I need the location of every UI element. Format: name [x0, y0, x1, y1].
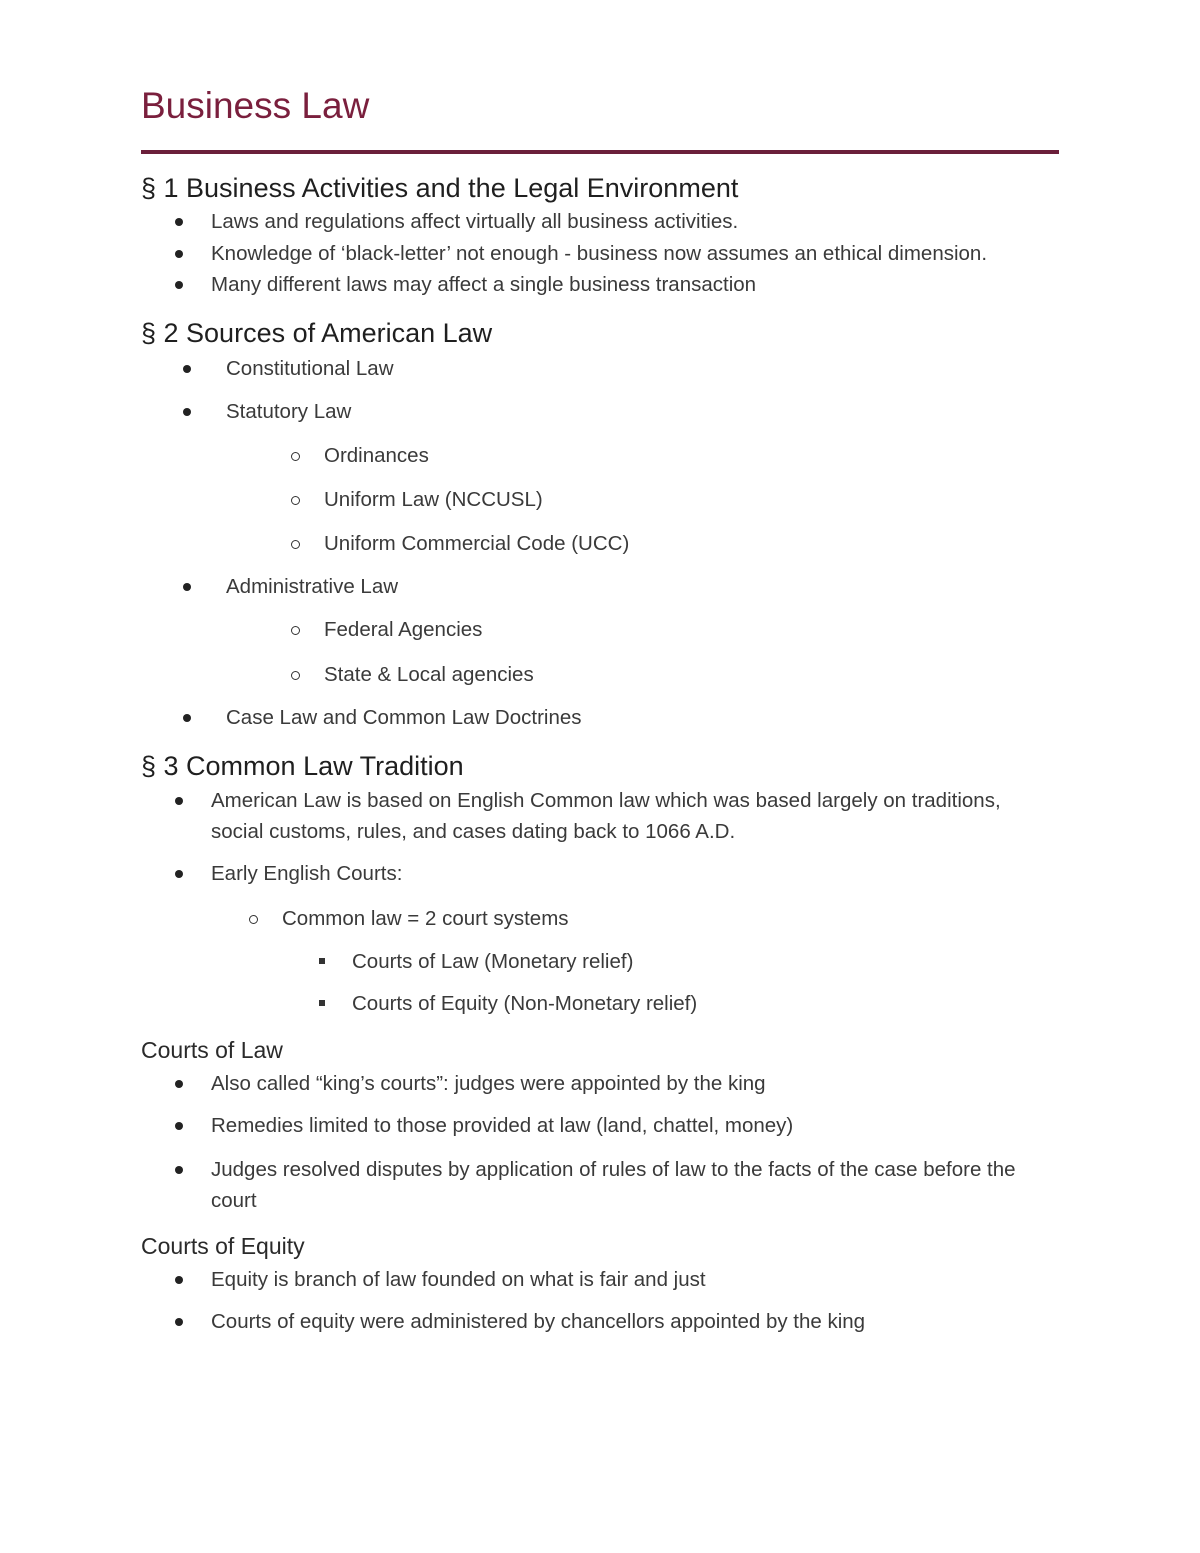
- bullet-disc-icon: [175, 1318, 183, 1326]
- bullet-disc-icon: [183, 408, 191, 416]
- list-item: Courts of equity were administered by chancellors appointed by the king: [211, 1310, 866, 1333]
- section-3-heading: § 3 Common Law Tradition: [141, 751, 464, 781]
- list-item: Courts of Equity (Non-Monetary relief): [352, 992, 698, 1015]
- bullet-disc-icon: [175, 1122, 183, 1130]
- list-item: Knowledge of ‘black-letter’ not enough - business now assumes an ethical dimension.: [211, 242, 988, 265]
- list-item: Statutory Law: [226, 400, 352, 423]
- bullet-disc-icon: [175, 1276, 183, 1284]
- list-item: Ordinances: [324, 444, 429, 467]
- bullet-disc-icon: [183, 714, 191, 722]
- list-item: Many different laws may affect a single business transaction: [211, 273, 757, 296]
- bullet-circle-icon: [291, 496, 300, 505]
- section-1-heading: § 1 Business Activities and the Legal Environment: [141, 173, 739, 203]
- list-item: Also called “king’s courts”: judges were appointed by the king: [211, 1072, 766, 1095]
- list-item: Case Law and Common Law Doctrines: [226, 706, 582, 729]
- bullet-disc-icon: [175, 281, 183, 289]
- bullet-disc-icon: [175, 870, 183, 878]
- list-item-continuation: court: [211, 1189, 257, 1212]
- bullet-circle-icon: [249, 915, 258, 924]
- list-item: Constitutional Law: [226, 357, 394, 380]
- list-item: State & Local agencies: [324, 663, 534, 686]
- bullet-circle-icon: [291, 540, 300, 549]
- bullet-circle-icon: [291, 452, 300, 461]
- list-item: American Law is based on English Common law which was based largely on traditions,: [211, 789, 1001, 812]
- bullet-disc-icon: [175, 250, 183, 258]
- list-item: Courts of Law (Monetary relief): [352, 950, 634, 973]
- list-item: Remedies limited to those provided at law (land, chattel, money): [211, 1114, 794, 1137]
- bullet-square-icon: [319, 958, 325, 964]
- bullet-square-icon: [319, 1000, 325, 1006]
- list-item: Administrative Law: [226, 575, 399, 598]
- courts-of-law-heading: Courts of Law: [141, 1037, 283, 1063]
- document-title: Business Law: [141, 85, 370, 126]
- list-item: Early English Courts:: [211, 862, 403, 885]
- list-item: Uniform Commercial Code (UCC): [324, 532, 630, 555]
- list-item: Equity is branch of law founded on what is fair and just: [211, 1268, 706, 1291]
- bullet-disc-icon: [175, 1080, 183, 1088]
- title-divider: [141, 150, 1059, 154]
- list-item: Judges resolved disputes by application of rules of law to the facts of the case before the: [211, 1158, 1016, 1181]
- list-item: Laws and regulations affect virtually all business activities.: [211, 210, 739, 233]
- list-item: Common law = 2 court systems: [282, 907, 569, 930]
- section-2-heading: § 2 Sources of American Law: [141, 318, 493, 348]
- bullet-disc-icon: [175, 797, 183, 805]
- bullet-disc-icon: [175, 1166, 183, 1174]
- list-item: Federal Agencies: [324, 618, 483, 641]
- list-item: Uniform Law (NCCUSL): [324, 488, 543, 511]
- list-item-continuation: social customs, rules, and cases dating back to 1066 A.D.: [211, 820, 736, 843]
- courts-of-equity-heading: Courts of Equity: [141, 1233, 305, 1259]
- bullet-circle-icon: [291, 671, 300, 680]
- bullet-circle-icon: [291, 626, 300, 635]
- bullet-disc-icon: [183, 583, 191, 591]
- bullet-disc-icon: [183, 365, 191, 373]
- bullet-disc-icon: [175, 218, 183, 226]
